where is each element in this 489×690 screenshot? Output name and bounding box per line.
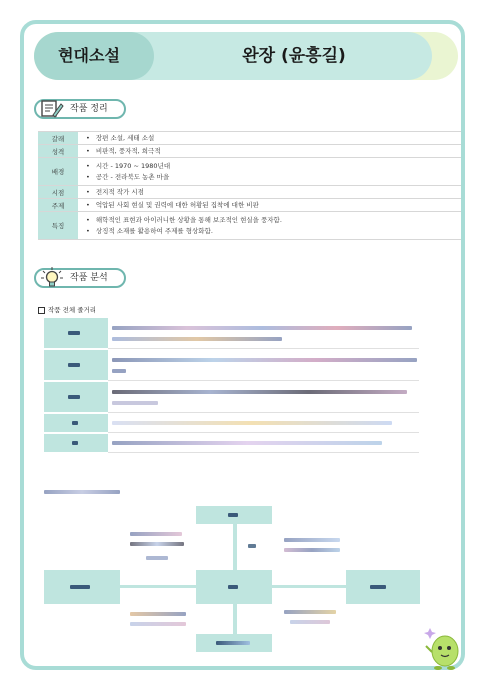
row-value: • 억압된 사회 현실 및 권력에 대한 허황된 집착에 대한 비판: [78, 199, 461, 212]
diagram-node-bottom: [196, 634, 272, 652]
row-value: • 비판적, 풍자적, 희극적: [78, 145, 461, 158]
table-row: [38, 158, 461, 186]
green-mascot-icon: [418, 624, 466, 672]
diagram-annotation: [284, 610, 336, 614]
checkbox-icon: [38, 307, 45, 314]
row-key: 배경: [38, 158, 78, 186]
section-summary-header: [34, 99, 126, 119]
diagram-annotation: [146, 556, 168, 560]
diagram-node-right: [346, 570, 420, 604]
analysis-row: [44, 434, 419, 452]
row-value: • 해학적인 표현과 아이러니한 상황을 통해 보조적인 현실을 풍자함. • 상징적 소재를 활용하여 주제를 형상화함.: [78, 212, 461, 240]
table-row: [38, 212, 461, 240]
table-row: [38, 145, 461, 158]
row-key: 주제: [38, 199, 78, 212]
row-key: 시점: [38, 186, 78, 199]
diagram-annotation: [248, 544, 256, 548]
lightbulb-icon: [40, 267, 64, 289]
diagram-annotation: [130, 612, 186, 616]
diagram-annotation: [130, 532, 182, 536]
section-analysis-label: 작품 분석: [70, 273, 108, 283]
section-analysis-header: [34, 268, 126, 288]
diagram-node-left: [44, 570, 120, 604]
diagram-annotation: [284, 538, 340, 542]
table-row: [38, 132, 461, 145]
diagram-annotation: [130, 622, 186, 626]
section-summary-label: 작품 정리: [70, 104, 108, 114]
table-row: [38, 199, 461, 212]
diagram-node-center: [196, 570, 272, 604]
diagram-node-top: [196, 506, 272, 524]
header-banner: [34, 32, 458, 80]
analysis-row: [44, 350, 419, 380]
analysis-row: [44, 382, 419, 412]
row-value: • 시간 - 1970 ~ 1980년대 • 공간 - 전라북도 농촌 마을: [78, 158, 461, 186]
analysis-row: [44, 414, 419, 432]
diagram-caption: [44, 490, 120, 494]
diagram-annotation: [290, 620, 330, 624]
work-title: 완장 (윤흥길): [242, 46, 346, 66]
diagram-annotation: [284, 548, 340, 552]
category-label: 현대소설: [58, 46, 120, 65]
table-row: [38, 186, 461, 199]
plot-heading: 작품 전체 줄거리: [38, 305, 96, 314]
info-table: [38, 131, 461, 240]
row-value: • 장편 소설, 세태 소설: [78, 132, 461, 145]
analysis-row: [44, 318, 419, 348]
row-key: 특징: [38, 212, 78, 240]
memo-pencil-icon: [40, 98, 64, 120]
row-key: 갈래: [38, 132, 78, 145]
row-value: • 전지적 작가 시점: [78, 186, 461, 199]
row-key: 성격: [38, 145, 78, 158]
diagram-annotation: [130, 542, 184, 546]
